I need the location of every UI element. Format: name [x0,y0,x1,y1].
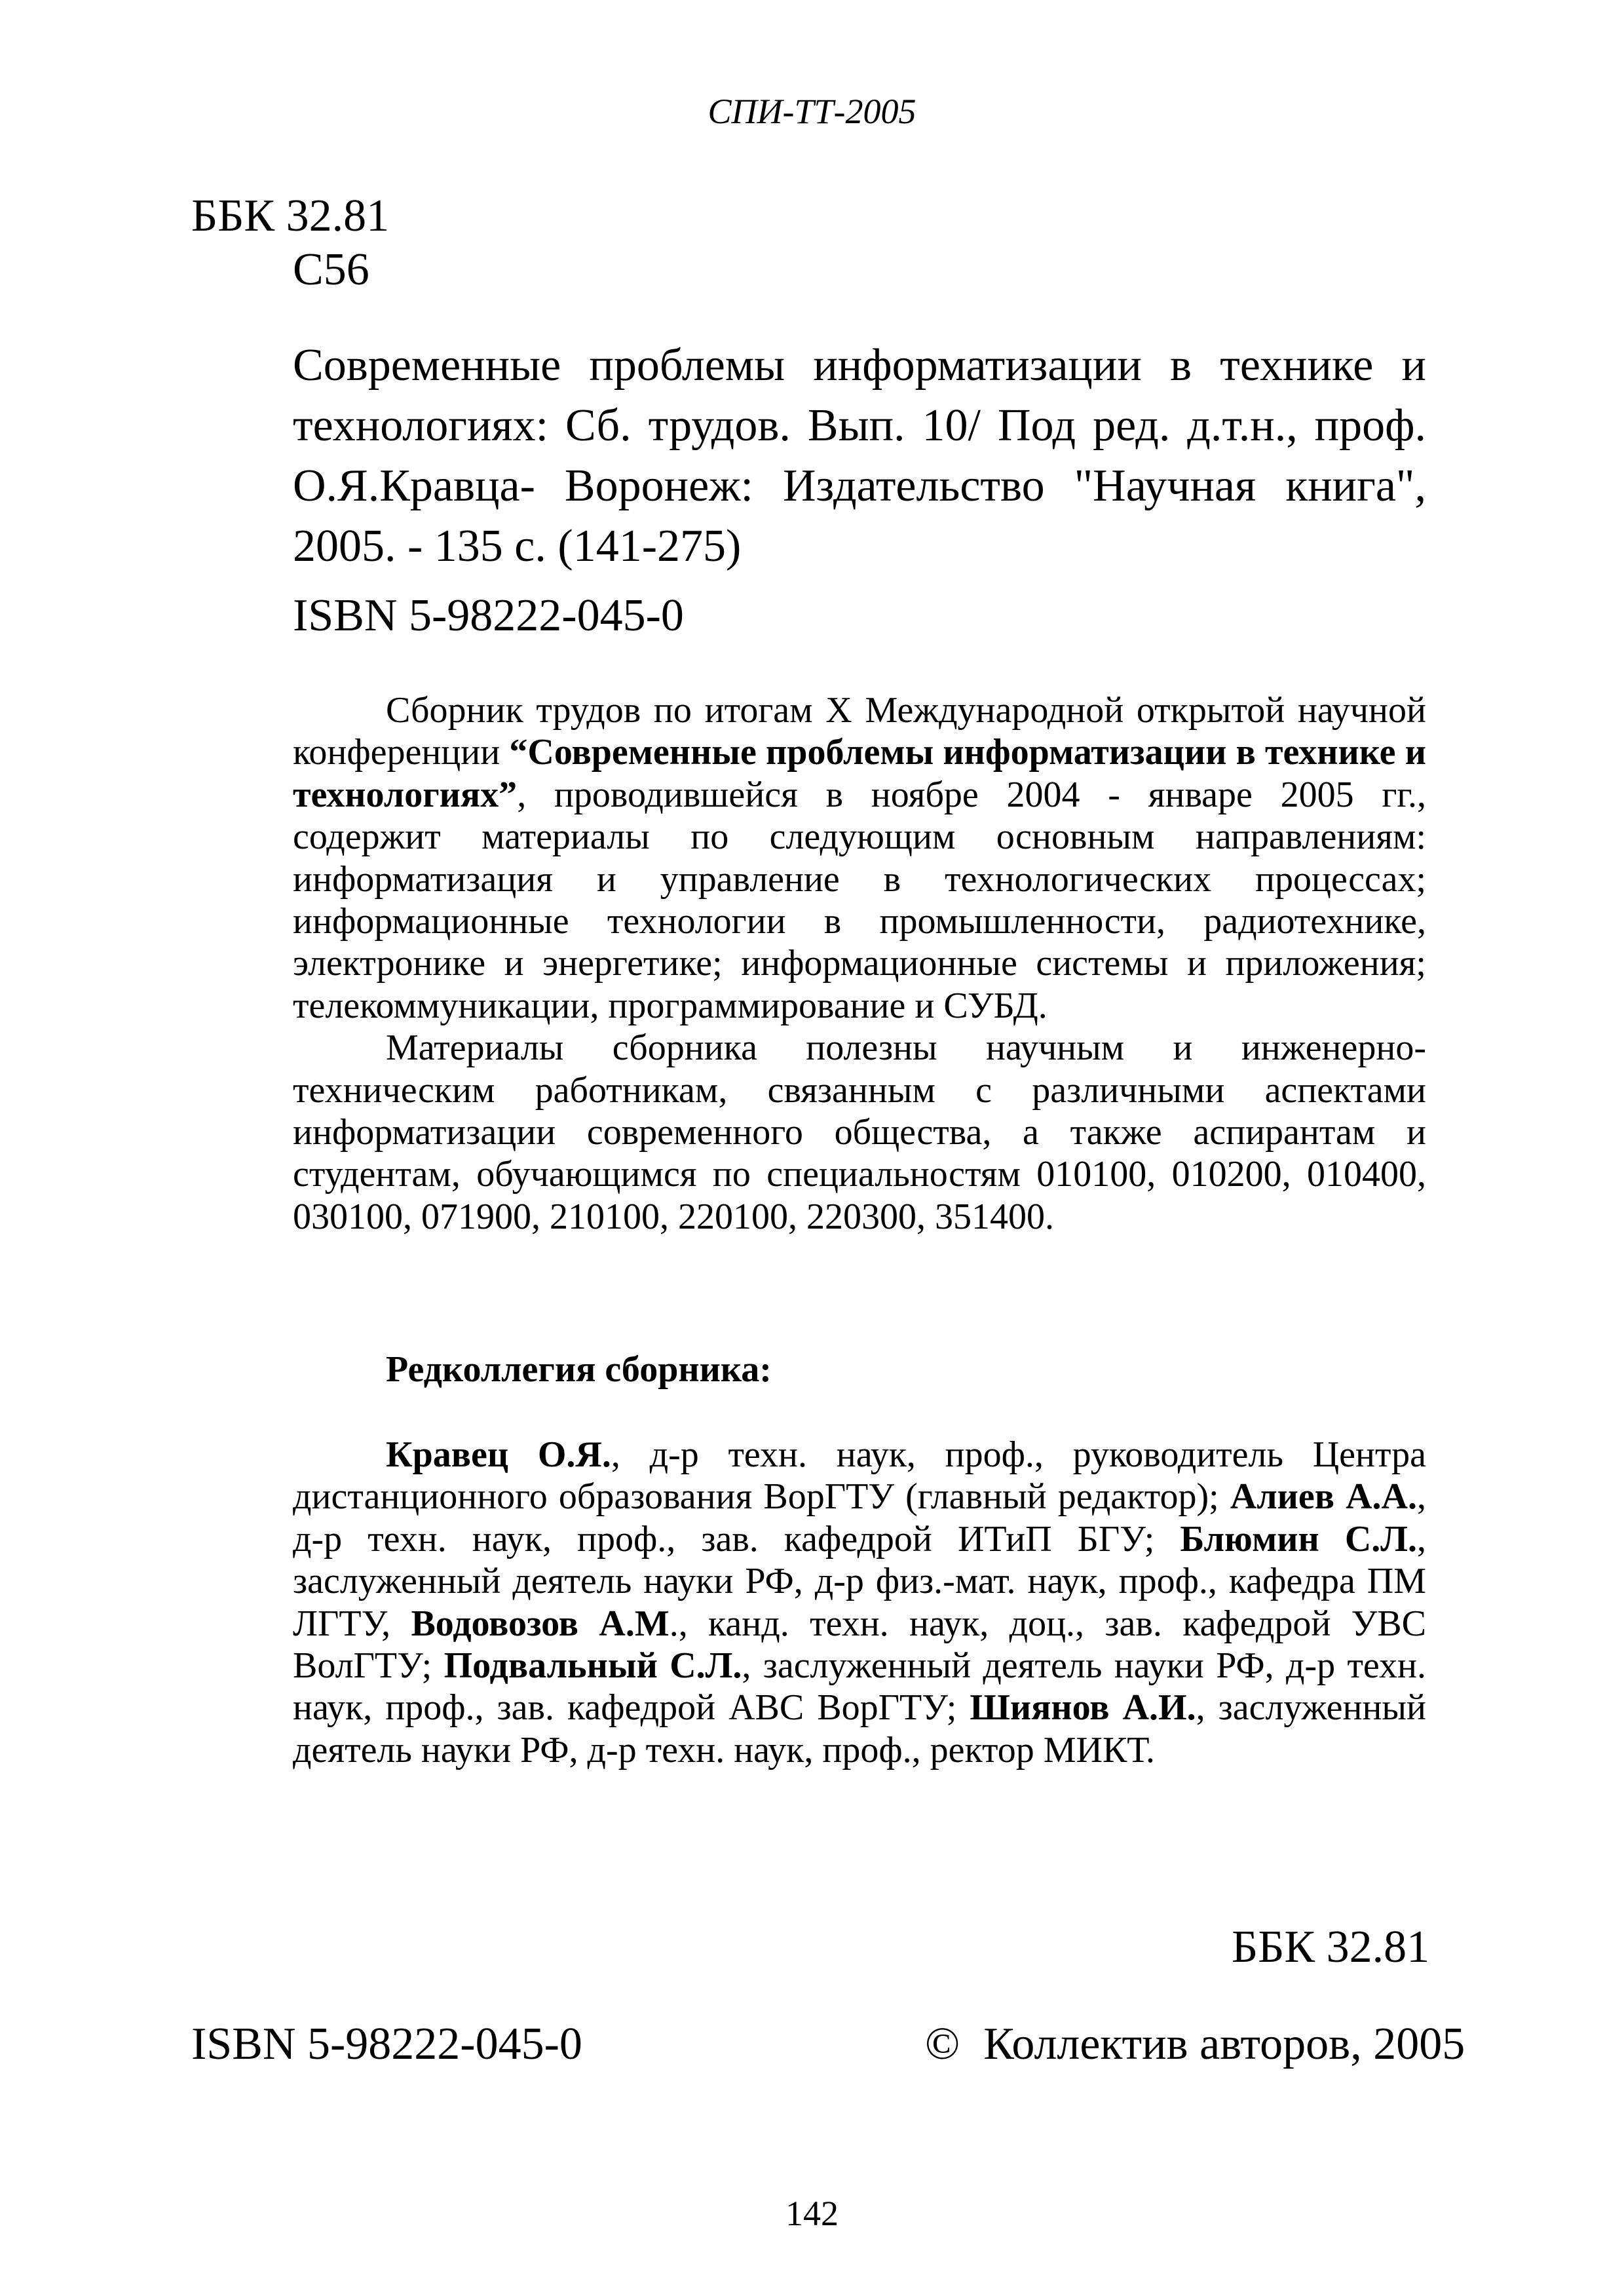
board-member-desc: , д-р техн. наук, проф., руководитель Центра дистанционного образования ВорГТУ (главный редактор); [293,1434,1426,1518]
copyright-text: Коллектив авторов, 2005 [983,2019,1465,2069]
abstract-paragraph-1 [293,689,1426,1027]
page-number: 142 [785,2194,839,2233]
bibliographic-record [293,335,1426,577]
conference-title: “Современные проблемы информатизации в технике и технологиях” [293,732,1426,815]
editorial-board [293,1434,1426,1771]
board-member-name: Подвальный С.Л. [444,1645,742,1687]
isbn-middle: ISBN 5-98222-045-0 [293,590,684,641]
board-member-desc: , заслуженный деятель науки РФ, д-р техн. наук, проф., ректор МИКТ. [293,1687,1426,1770]
abstract-p1-after: , проводившейся в ноябре 2004 - январе 2005 гг., содержит материалы по следующим основным направлениям: информатизация и управление в технологических процессах; информационные технологии в промышленности, радиотехнике, электронике и энергетике; информационные системы и приложения; телекоммуникации, программирование и СУБД. [293,774,1426,1026]
board-member-name: Шиянов А.И. [970,1687,1196,1729]
bibliographic-record-text: Современные проблемы информатизации в технике и технологиях: Сб. трудов. Вып. 10/ Под ред. д.т.н., проф. О.Я.Кравца- Воронеж: Издательство "Научная книга", 2005. - 135 с. (141-275) [293,340,1426,571]
abstract-p1-before: Сборник трудов по итогам X Международной открытой научной конференции [293,690,1426,773]
board-member-name: Водовозов А.М [411,1603,670,1644]
abstract [293,689,1426,1238]
board-member-desc: , заслуженный деятель науки РФ, д-р техн. наук, проф., зав. кафедрой АВС ВорГТУ; [293,1645,1426,1729]
author-mark: С56 [293,244,369,295]
running-header: СПИ-ТТ-2005 [708,92,916,131]
board-member-name: Кравец О.Я. [386,1434,611,1475]
editorial-board-title: Редколлегия сборника: [386,1349,772,1390]
abstract-paragraph-2: Материалы сборника полезны научным и инженерно-техническим работникам, связанным с различными аспектами информатизации современного общества, а также аспирантам и студентам, обучающимся по специальностям 010100, 010200, 010400, 030100, 071900, 210100, 220100, 220300, 351400. [293,1027,1426,1237]
editorial-board-list [293,1434,1426,1771]
board-member-desc: , д-р техн. наук, проф., зав. кафедрой ИТиП БГУ; [293,1476,1426,1559]
board-member-name: Блюмин С.Л. [1180,1518,1417,1559]
bbk-index-top: ББК 32.81 [191,191,390,241]
bbk-index-bottom: ББК 32.81 [1232,1922,1430,1972]
copyright-notice [925,2018,1465,2071]
isbn-bottom: ISBN 5-98222-045-0 [191,2019,582,2069]
board-member-desc: ., канд. техн. наук, доц., зав. кафедрой УВС ВолГТУ; [293,1603,1427,1687]
copyright-icon: © [925,2019,960,2069]
board-member-name: Алиев А.А. [1230,1476,1417,1518]
board-member-desc: , заслуженный деятель науки РФ, д-р физ.-мат. наук, проф., кафедра ПМ ЛГТУ, [293,1518,1426,1644]
